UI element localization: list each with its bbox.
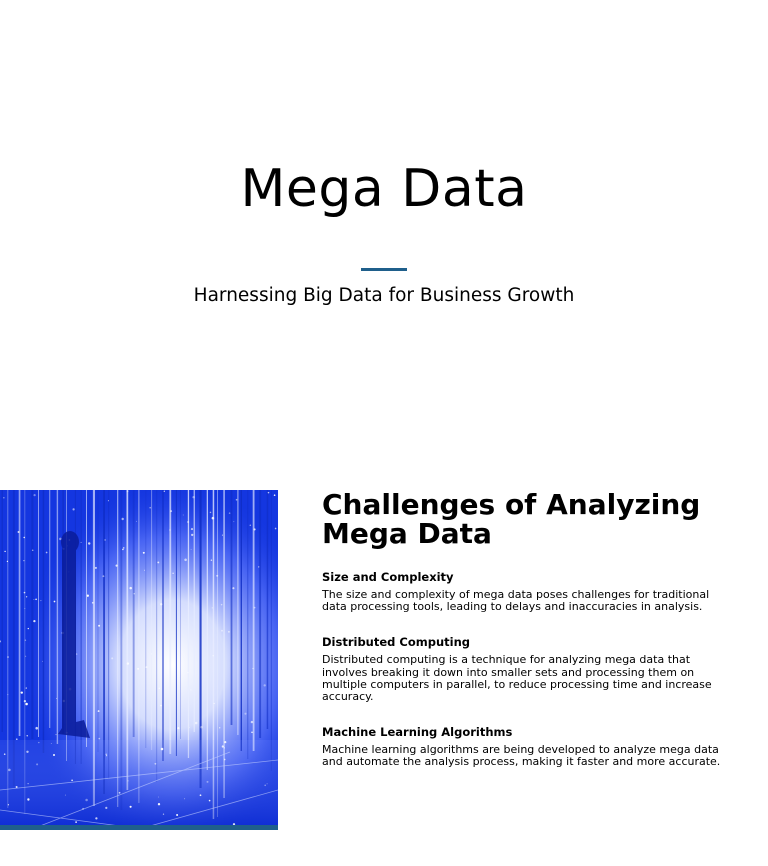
- light-sparkle: [213, 655, 214, 656]
- point-heading: Machine Learning Algorithms: [322, 725, 513, 740]
- light-sparkle: [35, 727, 38, 730]
- light-sparkle: [123, 547, 125, 549]
- light-sparkle: [170, 510, 172, 512]
- light-sparkle: [24, 608, 25, 609]
- light-sparkle: [27, 735, 28, 736]
- light-sparkle: [228, 631, 230, 633]
- light-sparkle: [7, 694, 8, 695]
- light-sparkle: [95, 817, 97, 819]
- light-sparkle: [127, 662, 129, 664]
- light-sparkle: [82, 808, 84, 810]
- light-sparkle: [122, 518, 124, 520]
- light-sparkle: [136, 521, 137, 522]
- light-sparkle: [104, 539, 105, 540]
- light-sparkle: [35, 598, 37, 600]
- slide-title: Mega Data: [240, 159, 528, 219]
- light-strand: [231, 490, 233, 725]
- light-sparkle: [108, 500, 109, 501]
- light-sparkle: [146, 666, 148, 668]
- light-sparkle: [192, 496, 194, 498]
- light-sparkle: [158, 803, 160, 805]
- light-sparkle: [222, 535, 223, 536]
- light-sparkle: [209, 800, 211, 802]
- light-strand: [207, 490, 208, 770]
- light-sparkle: [65, 795, 66, 796]
- light-sparkle: [119, 792, 121, 794]
- data-room-illustration: [0, 490, 278, 826]
- light-strand: [57, 490, 58, 744]
- light-sparkle: [176, 814, 178, 816]
- light-sparkle: [71, 779, 73, 781]
- light-sparkle: [8, 769, 11, 772]
- light-sparkle: [251, 732, 253, 734]
- light-sparkle: [191, 549, 192, 550]
- light-sparkle: [38, 742, 39, 743]
- light-sparkle: [151, 653, 152, 654]
- light-sparkle: [98, 710, 100, 712]
- light-strand: [146, 490, 147, 748]
- light-sparkle: [98, 738, 100, 740]
- light-sparkle: [51, 743, 52, 744]
- light-sparkle: [33, 599, 34, 600]
- light-sparkle: [216, 575, 218, 577]
- light-sparkle: [24, 700, 26, 702]
- light-sparkle: [250, 524, 252, 526]
- light-sparkle: [56, 734, 57, 735]
- light-sparkle: [211, 559, 212, 560]
- light-strand: [180, 490, 181, 739]
- light-sparkle: [4, 753, 6, 755]
- light-strand: [2, 490, 4, 732]
- light-sparkle: [267, 783, 268, 784]
- section-heading: Challenges of Analyzing Mega Data: [322, 488, 701, 550]
- light-sparkle: [42, 661, 43, 662]
- light-sparkle: [26, 596, 27, 597]
- light-sparkle: [3, 497, 4, 498]
- light-strand: [86, 490, 87, 747]
- light-sparkle: [149, 507, 151, 509]
- light-sparkle: [24, 592, 26, 594]
- light-sparkle: [25, 703, 28, 706]
- light-strand: [133, 490, 135, 737]
- light-sparkle: [191, 534, 193, 536]
- light-sparkle: [158, 797, 159, 798]
- light-strand: [194, 490, 195, 732]
- light-sparkle: [26, 751, 28, 753]
- light-sparkle: [195, 722, 198, 725]
- light-sparkle: [275, 528, 277, 530]
- light-sparkle: [200, 726, 203, 729]
- light-sparkle: [187, 521, 189, 523]
- light-sparkle: [264, 785, 266, 787]
- light-sparkle: [137, 668, 139, 670]
- light-sparkle: [143, 552, 145, 554]
- light-sparkle: [214, 703, 215, 704]
- light-sparkle: [251, 721, 253, 723]
- light-sparkle: [7, 656, 9, 658]
- light-strand: [267, 490, 269, 729]
- light-sparkle: [189, 727, 190, 728]
- light-sparkle: [36, 763, 38, 765]
- light-sparkle: [200, 794, 202, 796]
- title-divider: [361, 268, 407, 271]
- point-machine-learning-algorithms: [322, 725, 732, 768]
- light-sparkle: [184, 798, 185, 799]
- slide-subtitle: Harnessing Big Data for Business Growth: [193, 285, 575, 306]
- light-sparkle: [274, 494, 276, 496]
- light-sparkle: [105, 807, 107, 809]
- light-sparkle: [23, 537, 24, 538]
- light-sparkle: [95, 567, 97, 569]
- content-slide: [0, 490, 768, 866]
- light-sparkle: [28, 783, 29, 784]
- light-strand: [38, 490, 39, 737]
- light-strand: [151, 490, 152, 750]
- point-body: The size and complexity of mega data poses challenges for traditional data processing tools, leading to delays and inaccuracies in analysis.: [322, 588, 710, 614]
- light-sparkle: [25, 640, 26, 641]
- light-sparkle: [221, 604, 223, 606]
- light-sparkle: [72, 508, 74, 510]
- light-sparkle: [18, 531, 20, 533]
- light-sparkle: [33, 620, 35, 622]
- light-sparkle: [88, 542, 90, 544]
- light-sparkle: [33, 494, 35, 496]
- light-sparkle: [224, 741, 226, 743]
- light-strand: [259, 490, 261, 738]
- light-sparkle: [172, 573, 173, 574]
- light-sparkle: [102, 575, 104, 577]
- light-sparkle: [32, 549, 34, 551]
- light-sparkle: [128, 780, 129, 781]
- light-sparkle: [183, 515, 184, 516]
- light-strand: [49, 490, 50, 728]
- light-sparkle: [130, 806, 132, 808]
- light-sparkle: [56, 698, 57, 699]
- light-sparkle: [160, 705, 162, 707]
- light-sparkle: [21, 691, 23, 693]
- light-sparkle: [28, 628, 29, 629]
- point-distributed-computing: [322, 635, 732, 703]
- light-strand: [271, 490, 272, 771]
- point-body: Machine learning algorithms are being developed to analyze mega data and automate the analysis process, making it faster and more accurate.: [322, 743, 721, 769]
- light-sparkle: [191, 528, 193, 530]
- light-strand: [31, 490, 33, 739]
- light-sparkle: [154, 763, 156, 765]
- challenges-content: [322, 490, 732, 769]
- light-sparkle: [46, 552, 48, 554]
- light-strand: [157, 490, 158, 782]
- light-sparkle: [8, 804, 9, 805]
- light-sparkle: [264, 684, 266, 686]
- light-sparkle: [233, 521, 234, 522]
- light-sparkle: [122, 549, 124, 551]
- image-accent-bar: [0, 825, 278, 830]
- light-sparkle: [16, 738, 18, 740]
- light-sparkle: [210, 512, 212, 514]
- light-strand: [108, 490, 109, 779]
- light-sparkle: [232, 587, 234, 589]
- light-sparkle: [23, 560, 24, 561]
- light-sparkle: [212, 517, 215, 520]
- light-sparkle: [160, 603, 162, 605]
- light-sparkle: [111, 657, 113, 659]
- light-sparkle: [76, 653, 77, 654]
- light-sparkle: [177, 727, 179, 729]
- light-strand: [43, 490, 45, 753]
- light-strand: [19, 490, 21, 736]
- light-sparkle: [207, 781, 209, 783]
- light-sparkle: [222, 745, 224, 747]
- light-sparkle: [129, 587, 132, 590]
- point-heading: Size and Complexity: [322, 570, 454, 584]
- light-strand: [176, 490, 177, 756]
- light-sparkle: [184, 559, 187, 562]
- light-sparkle: [25, 656, 26, 657]
- light-sparkle: [54, 601, 56, 603]
- light-sparkle: [161, 748, 164, 751]
- light-sparkle: [224, 759, 226, 761]
- light-sparkle: [169, 529, 170, 530]
- light-sparkle: [27, 798, 29, 800]
- light-strand: [241, 490, 242, 751]
- point-heading: Distributed Computing: [322, 635, 470, 650]
- light-sparkle: [81, 542, 82, 543]
- light-sparkle: [164, 491, 165, 492]
- light-sparkle: [159, 688, 160, 689]
- light-sparkle: [268, 492, 270, 494]
- light-sparkle: [40, 600, 41, 601]
- light-sparkle: [92, 602, 94, 604]
- light-strand: [248, 490, 249, 759]
- light-sparkle: [254, 607, 256, 609]
- light-strand: [188, 490, 189, 758]
- light-sparkle: [221, 630, 223, 632]
- light-sparkle: [219, 727, 220, 728]
- light-sparkle: [252, 668, 253, 669]
- light-sparkle: [4, 551, 5, 552]
- light-sparkle: [229, 512, 231, 514]
- light-sparkle: [236, 499, 238, 501]
- light-sparkle: [157, 561, 159, 563]
- light-sparkle: [187, 672, 188, 673]
- light-sparkle: [75, 821, 77, 823]
- light-sparkle: [163, 814, 164, 815]
- light-sparkle: [212, 607, 213, 608]
- light-sparkle: [190, 689, 191, 690]
- light-strand: [237, 490, 239, 735]
- light-sparkle: [26, 687, 27, 688]
- data-room-photo: [0, 490, 278, 826]
- light-sparkle: [254, 528, 256, 530]
- light-strand: [162, 490, 163, 761]
- light-sparkle: [134, 593, 135, 594]
- point-body: Distributed computing is a technique for analyzing mega data that involves breaking it down into smaller sets and processing them on multiple computers in parallel, to reduce processing time and increase accuracy.: [322, 653, 712, 704]
- light-sparkle: [127, 490, 129, 492]
- light-sparkle: [258, 566, 259, 567]
- light-sparkle: [106, 755, 107, 756]
- light-sparkle: [7, 561, 8, 562]
- light-sparkle: [98, 625, 100, 627]
- light-sparkle: [224, 747, 225, 748]
- light-sparkle: [85, 799, 88, 802]
- light-sparkle: [105, 753, 107, 755]
- light-sparkle: [87, 595, 89, 597]
- light-sparkle: [16, 786, 18, 788]
- light-sparkle: [116, 565, 118, 567]
- light-sparkle: [244, 713, 246, 715]
- light-sparkle: [53, 754, 55, 756]
- light-strand: [98, 490, 99, 752]
- point-size-and-complexity: [322, 570, 732, 613]
- light-sparkle: [144, 570, 145, 571]
